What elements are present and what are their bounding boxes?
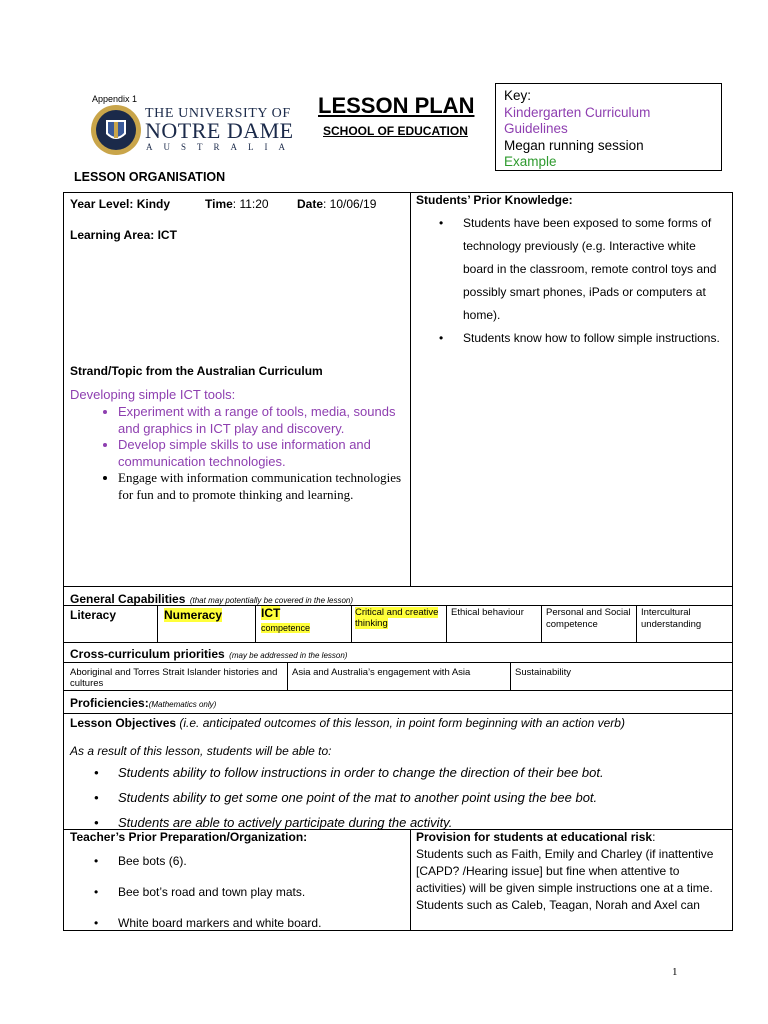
key-label: Key: bbox=[504, 88, 532, 103]
date-label: Date bbox=[297, 197, 324, 211]
objective-item: • Students ability to get some one point of the mat to another point using the bee bot. bbox=[70, 785, 725, 810]
cap-ict-text: ICT bbox=[261, 606, 281, 620]
cap-numeracy bbox=[164, 608, 222, 622]
strand-intro: Developing simple ICT tools: bbox=[70, 387, 236, 402]
objectives-list bbox=[70, 760, 725, 835]
divider bbox=[410, 829, 411, 931]
page-number: 1 bbox=[672, 966, 678, 978]
appendix-label: Appendix 1 bbox=[92, 94, 138, 104]
divider bbox=[410, 192, 411, 586]
provision-colon: : bbox=[652, 830, 656, 844]
capabilities-heading-row bbox=[70, 590, 353, 608]
proficiencies-row bbox=[70, 694, 216, 712]
university-name-line3: AUSTRALIA bbox=[146, 142, 296, 152]
objectives-intro: As a result of this lesson, students will be able to: bbox=[70, 744, 332, 758]
divider bbox=[446, 605, 447, 642]
objectives-heading: Lesson Objectives bbox=[70, 716, 177, 730]
cross-curriculum-note: (may be addressed in the lesson) bbox=[229, 651, 348, 660]
capabilities-note: (that may potentially be covered in the lesson) bbox=[189, 596, 354, 605]
preparation-item: • Bee bots (6). bbox=[70, 846, 405, 877]
university-name-line2: NOTRE DAME bbox=[145, 118, 294, 143]
proficiencies-heading: Proficiencies: bbox=[70, 696, 149, 710]
cross-asia: Asia and Australia’s engagement with Asia bbox=[292, 667, 471, 678]
cap-ethical: Ethical behaviour bbox=[451, 607, 524, 618]
year-value: Kindy bbox=[136, 197, 171, 211]
strand-list bbox=[70, 404, 405, 503]
prior-knowledge-list bbox=[415, 212, 727, 350]
university-name-line1: THE UNIVERSITY OF bbox=[145, 106, 291, 121]
divider bbox=[157, 605, 158, 642]
cross-curriculum-heading-row bbox=[70, 645, 347, 663]
divider bbox=[287, 662, 288, 690]
preparation-list bbox=[70, 846, 405, 939]
divider bbox=[351, 605, 352, 642]
cross-curriculum-heading: Cross-curriculum priorities bbox=[70, 647, 225, 661]
strand-item: • Experiment with a range of tools, media, sounds and graphics in ICT play and discovery. bbox=[118, 404, 405, 437]
section-title: LESSON ORGANISATION bbox=[74, 170, 226, 184]
prior-knowledge-heading: Students’ Prior Knowledge: bbox=[416, 193, 573, 207]
cap-personal: Personal and Social competence bbox=[546, 607, 631, 630]
key-example: Example bbox=[504, 154, 557, 169]
cap-critical bbox=[355, 607, 443, 629]
date-value: : 10/06/19 bbox=[323, 197, 377, 211]
divider bbox=[255, 605, 256, 642]
key-megan: Megan running session bbox=[504, 137, 644, 153]
key-box bbox=[495, 83, 722, 171]
cap-critical-text: Critical and creative thinking bbox=[355, 607, 439, 629]
strand-item: • Develop simple skills to use information and communication technologies. bbox=[118, 437, 405, 470]
year-label: Year Level: bbox=[70, 197, 134, 211]
proficiencies-note: (Mathematics only) bbox=[148, 700, 217, 709]
cap-ict-sub: competence bbox=[261, 623, 311, 633]
divider bbox=[510, 662, 511, 690]
cap-literacy: Literacy bbox=[70, 608, 117, 622]
cross-sustainability: Sustainability bbox=[515, 667, 571, 678]
strand-item: • Engage with information communication technologies for fun and to promote thinking and learning. bbox=[118, 470, 405, 503]
provision-text-1: Students such as Faith, Emily and Charley (if inattentive [CAPD? /Hearing issue] but fine when attentive to activities) will be given simple instructions one at a time. bbox=[416, 847, 714, 895]
time-row bbox=[205, 197, 269, 211]
objective-item: • Students ability to follow instructions in order to change the direction of their bee bot. bbox=[70, 760, 725, 785]
preparation-item: • Bee bot’s road and town play mats. bbox=[70, 877, 405, 908]
year-level-row bbox=[70, 197, 170, 211]
learning-area: Learning Area: ICT bbox=[70, 228, 177, 242]
provision-text-2: Students such as Caleb, Teagan, Norah and Axel can bbox=[416, 898, 700, 912]
cap-numeracy-text: Numeracy bbox=[164, 608, 223, 622]
objectives-heading-row bbox=[70, 716, 625, 730]
cap-intercultural: Intercultural understanding bbox=[641, 607, 702, 630]
date-row bbox=[297, 197, 376, 211]
crest-icon bbox=[90, 104, 142, 156]
divider bbox=[541, 605, 542, 642]
preparation-item: • White board markers and white board. bbox=[70, 908, 405, 939]
cap-ict bbox=[261, 606, 310, 635]
divider bbox=[63, 586, 733, 587]
provision-heading-row bbox=[416, 830, 655, 844]
cross-aboriginal: Aboriginal and Torres Strait Islander histories and cultures bbox=[70, 667, 278, 689]
provision-heading: Provision for students at educational risk bbox=[416, 830, 653, 844]
page-title: LESSON PLAN bbox=[318, 93, 475, 118]
key-curriculum: Kindergarten Curriculum Guidelines bbox=[504, 104, 651, 136]
time-value: : 11:20 bbox=[232, 197, 269, 211]
provision-text bbox=[416, 846, 724, 930]
objective-item: • Students are able to actively participate during the activity. bbox=[70, 810, 725, 835]
strand-heading: Strand/Topic from the Australian Curriculum bbox=[70, 364, 323, 378]
objectives-note: (i.e. anticipated outcomes of this lesson, in point form beginning with an action verb) bbox=[179, 716, 625, 730]
divider bbox=[63, 690, 733, 691]
capabilities-heading: General Capabilities bbox=[70, 592, 186, 606]
preparation-heading: Teacher’s Prior Preparation/Organization: bbox=[70, 830, 308, 844]
time-label: Time bbox=[205, 197, 233, 211]
divider bbox=[63, 713, 733, 714]
prior-knowledge-item: • Students know how to follow simple instructions. bbox=[415, 327, 727, 350]
page-subtitle: SCHOOL OF EDUCATION bbox=[323, 124, 468, 138]
prior-knowledge-item: • Students have been exposed to some forms of technology previously (e.g. Interactive white board in the classroom, remote control toys and possibly smart phones, iPads or computers at home). bbox=[415, 212, 727, 327]
divider bbox=[636, 605, 637, 642]
divider bbox=[63, 642, 733, 643]
